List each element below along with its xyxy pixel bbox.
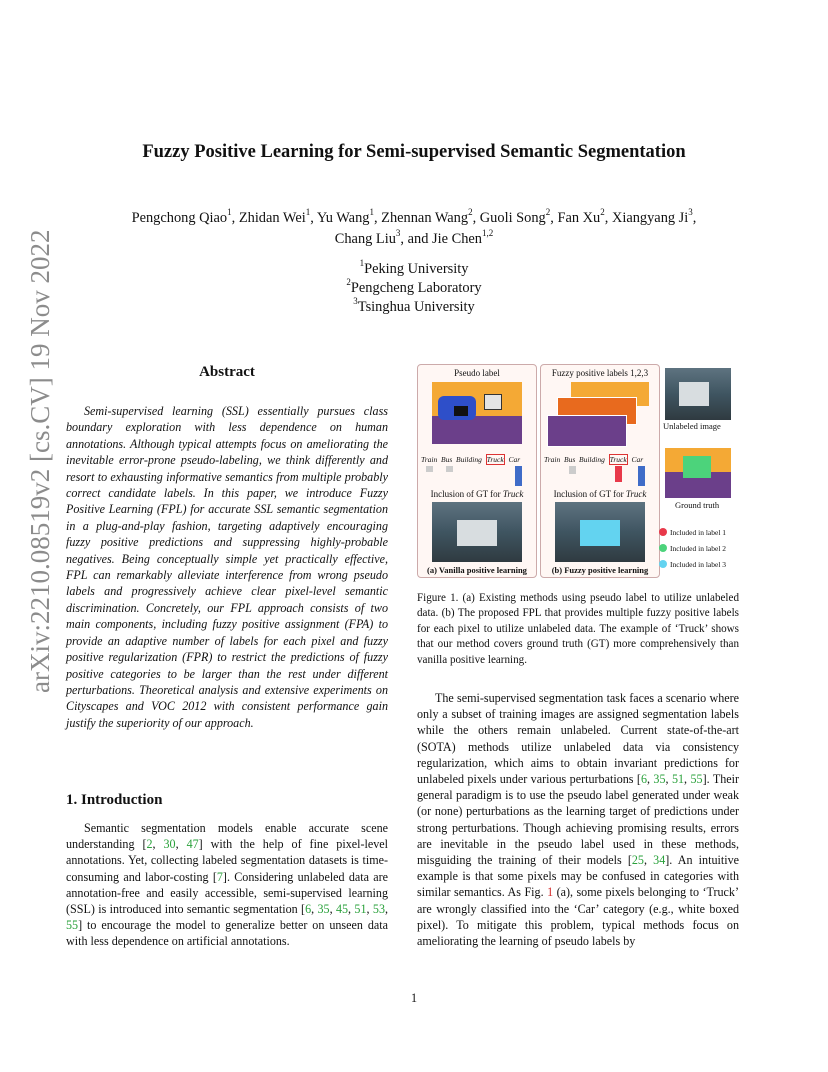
text-run: ] with the help of fine pixel-level annotations. Yet, collecting labeled segmentation datasets is time-consuming and labor-costing [ [66,837,388,884]
citation-link[interactable]: 51 [354,902,367,917]
ground-truth-map [665,448,731,498]
author: Yu Wang [316,210,370,226]
affil-number: 2 [346,277,351,288]
author: Jie Chen [432,231,482,247]
author-affil: 1 [227,207,232,218]
citation-link[interactable]: 25 [631,853,644,868]
citation-link[interactable]: 2 [146,837,153,852]
legend-item: Included in label 2 [659,544,726,553]
truck-shape [679,382,709,406]
affil-name: Peking University [364,261,469,277]
citation-link[interactable]: 55 [66,918,79,933]
intro-paragraph: Semantic segmentation models enable accurate scene understanding [2, 30, 47] with the help of fine pixel-level annotations. Yet, collecting labeled segmentation datasets is time-consuming and labor-costing [7]. Considering unlabeled data are annotation-free and easily accessible, semi-supervised learning (SSL) is introduced into semantic segmentation [6, 35, 45, 51, 53, 55] to encourage the model to generalize better on unseen data with less dependence on artificial annotations. [66,821,389,949]
legend-green-dot [659,544,667,552]
paper-title: Fuzzy Positive Learning for Semi-supervised Semantic Segmentation [142,142,686,162]
seg-truck [683,456,711,478]
text-run: The semi-supervised segmentation task faces a scenario where only a subset of training images are assigned segmentation labels while the others remain unlabeled. Current state-of-the-art (SOTA) methods utilize unlabeled data via consistency regularization, which aims to obtain invariant predictions for unlabeled pixels under various perturbations [ [417,691,739,787]
unlabeled-image [665,368,731,420]
figure-caption: Figure 1. (a) Existing methods using pseudo label to utilize unlabeled data. (b) The proposed FPL that provides multiple fuzzy positive labels for each pixel to utilize unlabeled data. The example of ‘Truck’ shows that our method covers ground truth (GT) more comprehensively than vanilla positive learning. [417,592,739,666]
author-affil: 1,2 [481,228,494,239]
class-labels [544,455,643,464]
seg-truck-box [484,394,502,410]
affiliation [0,279,828,298]
author-affil: 3 [688,207,693,218]
author: Fan Xu [557,210,601,226]
inclusion-title: Inclusion of GT for Truck [553,489,647,499]
ground-truth-caption: Ground truth [675,500,720,510]
author: Guoli Song [479,210,546,226]
citation-link[interactable]: 7 [216,869,223,884]
abstract-heading: Abstract [199,364,255,380]
inclusion-title: Inclusion of GT for Truck [430,489,524,499]
citation-link[interactable]: 51 [671,772,685,787]
legend-item: Included in label 3 [659,560,726,569]
fuzzy-map-3 [547,415,627,447]
citation-link[interactable]: 6 [305,902,312,917]
author-affil: 3 [395,228,401,239]
citation-link[interactable]: 55 [690,772,703,787]
pseudo-label-map [432,382,522,444]
class-label: Train [421,455,438,464]
affil-name: Tsinghua University [357,299,475,315]
pseudo-label-title: Pseudo label [454,368,500,378]
affil-number: 3 [353,296,358,307]
prob-bar [426,466,433,472]
affiliations [0,260,828,317]
citation-link[interactable]: 30 [163,837,176,852]
truck-shape [457,520,497,546]
citation-link[interactable]: 34 [653,853,666,868]
panel-b-label: (b) Fuzzy positive learning [551,565,649,575]
citation-link[interactable]: 35 [317,902,330,917]
arxiv-identifier: arXiv:2210.08519v2 [cs.CV] 19 Nov 2022 [25,229,55,693]
class-label: Bus [564,455,576,464]
prob-bar [569,466,576,474]
page-number: 1 [410,991,418,1005]
figure-panel-b [540,364,660,578]
affiliation [0,260,828,279]
figure-1 [417,364,777,584]
prob-bar [446,466,453,472]
author-affil: 2 [545,207,551,218]
text-run: (a), some pixels belonging to ‘Truck’ are wrongly classified into the ‘Car’ category (e.g., white boxed pixel). To mitigate this problem, typical methods focus on ameliorating the learning of pseudo labels by [417,885,739,949]
author: Zhidan Wei [238,210,306,226]
class-label-highlight: Truck [609,455,627,464]
affiliation [0,298,828,317]
class-label: Train [544,455,561,464]
author-affil: 2 [600,207,605,218]
text-run: ]. Their general paradigm is to use the pseudo label generated under weak (or none) perturbations as the learning target of predictions under strong perturbations. Though achieving promising results, errors are inevitable in the pseudo label used in these methods, misguiding the training of their models [ [417,772,740,868]
text-run: Semantic segmentation models enable accurate scene understanding [ [66,821,388,852]
text-run: ]. An intuitive example is that some pixels may be confused in categories with similar semantics. As Fig. [417,853,739,900]
truck-highlight [580,520,620,546]
legend-cyan-dot [659,560,667,568]
author: Pengchong Qiao [131,210,228,226]
fuzzy-labels-title: Fuzzy positive labels 1,2,3 [551,368,649,378]
prob-bar [615,466,622,482]
scene-photo-b [555,502,645,562]
author: Zhennan Wang [381,210,469,226]
prob-bar [638,466,645,486]
section-heading-introduction: 1. Introduction [66,792,163,808]
author: Xiangyang Ji [611,210,689,226]
figure-panel-a [417,364,537,578]
legend-item: Included in label 1 [659,528,726,537]
citation-link[interactable]: 53 [372,902,385,917]
class-label: Car [631,455,644,464]
author-affil: 1 [369,207,374,218]
class-label: Building [456,455,482,464]
author-list: Pengchong Qiao$^1$, Zhidan Wei$^1$, Yu Wang$^1$, Zhennan Wang$^2$, Guoli Song$^2$, Fan Xu$^2$, Xiangyang Ji$^3$, Chang Liu$^3$, and Jie Chen$^{1,2}$ [131,207,697,247]
citation-link[interactable]: 45 [335,902,349,917]
citation-link[interactable]: 6 [640,772,647,787]
class-label: Car [508,455,521,464]
class-label: Bus [441,455,453,464]
citation-link[interactable]: 47 [186,837,199,852]
scene-photo-a [432,502,522,562]
citation-link[interactable]: 35 [653,772,666,787]
text-run: ] to encourage the model to generalize better on unseen data with less dependence on artificial annotations. [66,918,388,949]
panel-a-label: (a) Vanilla positive learning [427,565,527,575]
body-paragraph: The semi-supervised segmentation task faces a scenario where only a subset of training images are assigned segmentation labels while the others remain unlabeled. Current state-of-the-art (SOTA) methods utilize unlabeled data via consistency regularization, which aims to obtain invariant predictions for unlabeled pixels under various perturbations [6, 35, 51, 55]. Their general paradigm is to use the pseudo label generated under weak (or none) perturbations as the learning target of predictions under strong perturbations. Though achieving promising results, errors are inevitable in the pseudo label used in these methods, misguiding the training of their models [25, 34]. An intuitive example is that some pixels may be confused in categories with similar semantics. As Fig. 1 (a), some pixels belonging to ‘Truck’ are wrongly classified into the ‘Car’ category (e.g., white boxed pixel). To mitigate this problem, typical methods focus on ameliorating the learning of pseudo labels by [417,691,740,949]
text-run: ]. Considering unlabeled data are annotation-free and easily accessible, semi-supervised learning (SSL) is introduced into semantic segmentation [ [66,869,388,917]
legend-red-dot [659,528,667,536]
affil-number: 1 [359,258,365,269]
unlabeled-image-caption: Unlabeled image [663,421,721,431]
author-affil: 2 [468,207,473,218]
class-labels [421,455,520,464]
class-label: Building [579,455,605,464]
author: Chang Liu [334,231,396,247]
figure-ref-link[interactable]: 1 [547,885,554,900]
author-and: and [407,231,429,247]
author-affil: 1 [305,207,311,218]
affil-name: Pengcheng Laboratory [350,280,482,296]
class-label-highlight: Truck [486,455,504,464]
abstract-text: Semi-supervised learning (SSL) essentially pursues class boundary exploration with less dependence on human annotations. Although typical attempts focus on ameliorating the inevitable error-prone pseudo-labeling, we think differently and resort to exhausting informative semantics from multiple probably correct candidate labels. In this paper, we introduce Fuzzy Positive Learning (FPL) for accurate SSL semantic segmentation in a plug-and-play fashion, targeting adaptively encouraging fuzzy positive predictions and suppressing highly-probable negatives. Being conceptually simple yet practically effective, FPL can remarkably alleviate interference from wrong pseudo labels and progressively achieve clear pixel-level semantic discrimination. Concretely, our FPL approach consists of two main components, including fuzzy positive assignment (FPA) to provide an adaptive number of labels for each pixel and fuzzy positive regularization (FPR) to restrict the predictions of fuzzy positive categories to be larger than the rest under different perturbations. Theoretical analysis and extensive experiments on Cityscapes and VOC 2012 with consistent performance gain justify the superiority of our approach. [66,404,388,730]
seg-dark [454,406,468,416]
prob-bar [515,466,522,486]
